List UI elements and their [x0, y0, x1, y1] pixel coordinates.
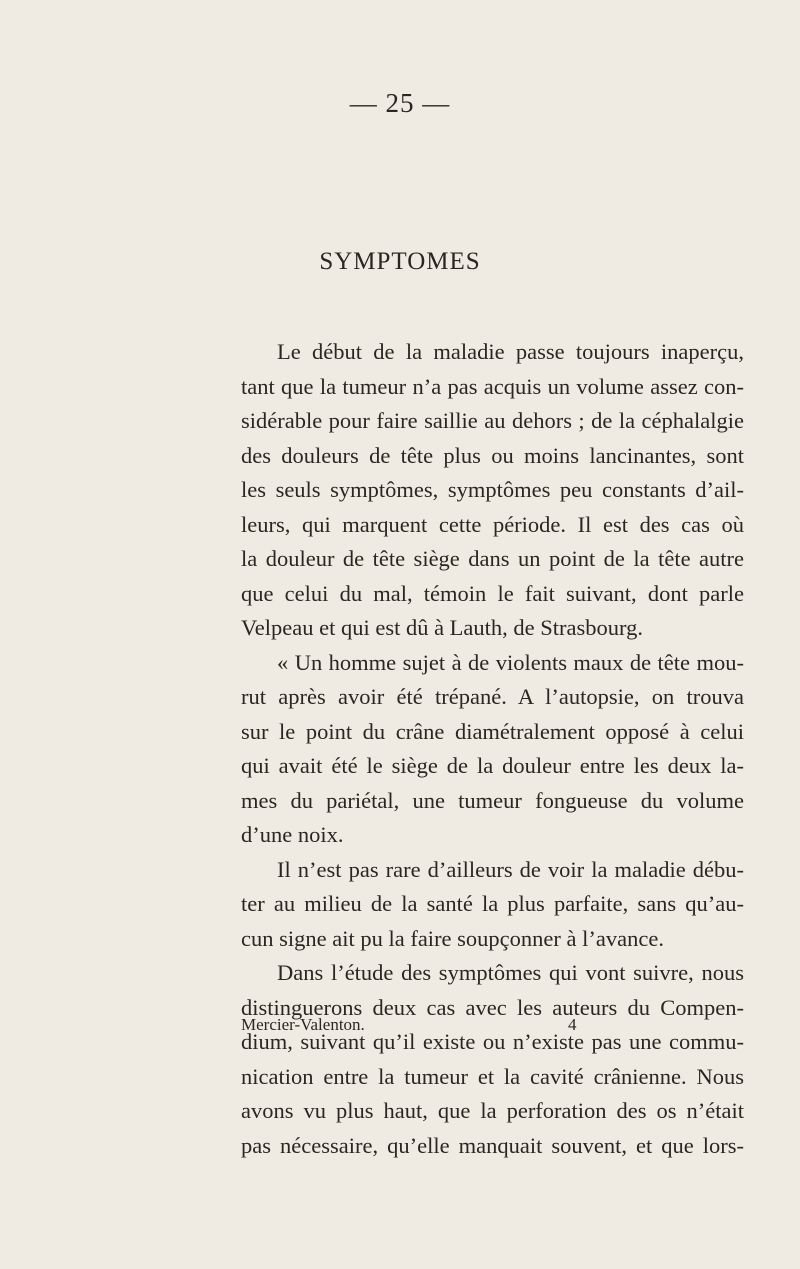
text-line: leurs, qui marquent cette période. Il est des cas où	[241, 511, 744, 537]
text-line: la douleur de tête siège dans un point de la tête autre	[241, 546, 744, 571]
signature-mark: 4	[568, 1015, 577, 1034]
text-line: cun signe ait pu la faire soupçonner à l’avance.	[241, 925, 664, 951]
text-line: Dans l’étude des symptômes qui vont suivre, nous	[277, 960, 744, 985]
footer-author: Mercier-Valenton.	[241, 1015, 365, 1034]
text-line: que celui du mal, témoin le fait suivant, dont parle	[241, 580, 744, 606]
text-line: les seuls symptômes, symptômes peu constants d’ail-	[241, 477, 744, 502]
text-line: « Un homme sujet à de violents maux de tête mou-	[277, 649, 744, 675]
text-line: ter au milieu de la santé la plus parfaite, sans qu’au-	[241, 891, 744, 916]
page-number: — 25 —	[349, 88, 451, 118]
text-line: Il n’est pas rare d’ailleurs de voir la maladie débu-	[277, 856, 744, 882]
text-line: Velpeau et qui est dû à Lauth, de Strasbourg.	[241, 615, 643, 640]
text-line: dium, suivant qu’il existe ou n’existe pas une commu-	[241, 1029, 744, 1054]
text-line: nication entre la tumeur et la cavité crânienne. Nous	[241, 1063, 744, 1089]
body-text	[241, 335, 744, 1163]
text-line: pas nécessaire, qu’elle manquait souvent, et que lors-	[241, 1132, 744, 1158]
text-line: des douleurs de tête plus ou moins lancinantes, sont	[241, 442, 744, 468]
text-line: avons vu plus haut, que la perforation des os n’était	[241, 1098, 744, 1123]
text-line: distinguerons deux cas avec les auteurs du Compen-	[241, 994, 744, 1020]
text-line: tant que la tumeur n’a pas acquis un volume assez con-	[241, 373, 744, 399]
text-line: mes du pariétal, une tumeur fongueuse du volume	[241, 787, 744, 813]
text-line: rut après avoir été trépané. A l’autopsie, on trouva	[241, 684, 744, 709]
text-line: d’une noix.	[241, 822, 344, 847]
text-line: sidérable pour faire saillie au dehors ; de la céphalalgie	[241, 408, 744, 433]
text-line: sur le point du crâne diamétralement opposé à celui	[241, 718, 744, 744]
text-line: Le début de la maladie passe toujours inaperçu,	[277, 339, 744, 364]
text-line: qui avait été le siège de la douleur entre les deux la-	[241, 753, 744, 778]
chapter-title: SYMPTOMES	[319, 248, 481, 275]
